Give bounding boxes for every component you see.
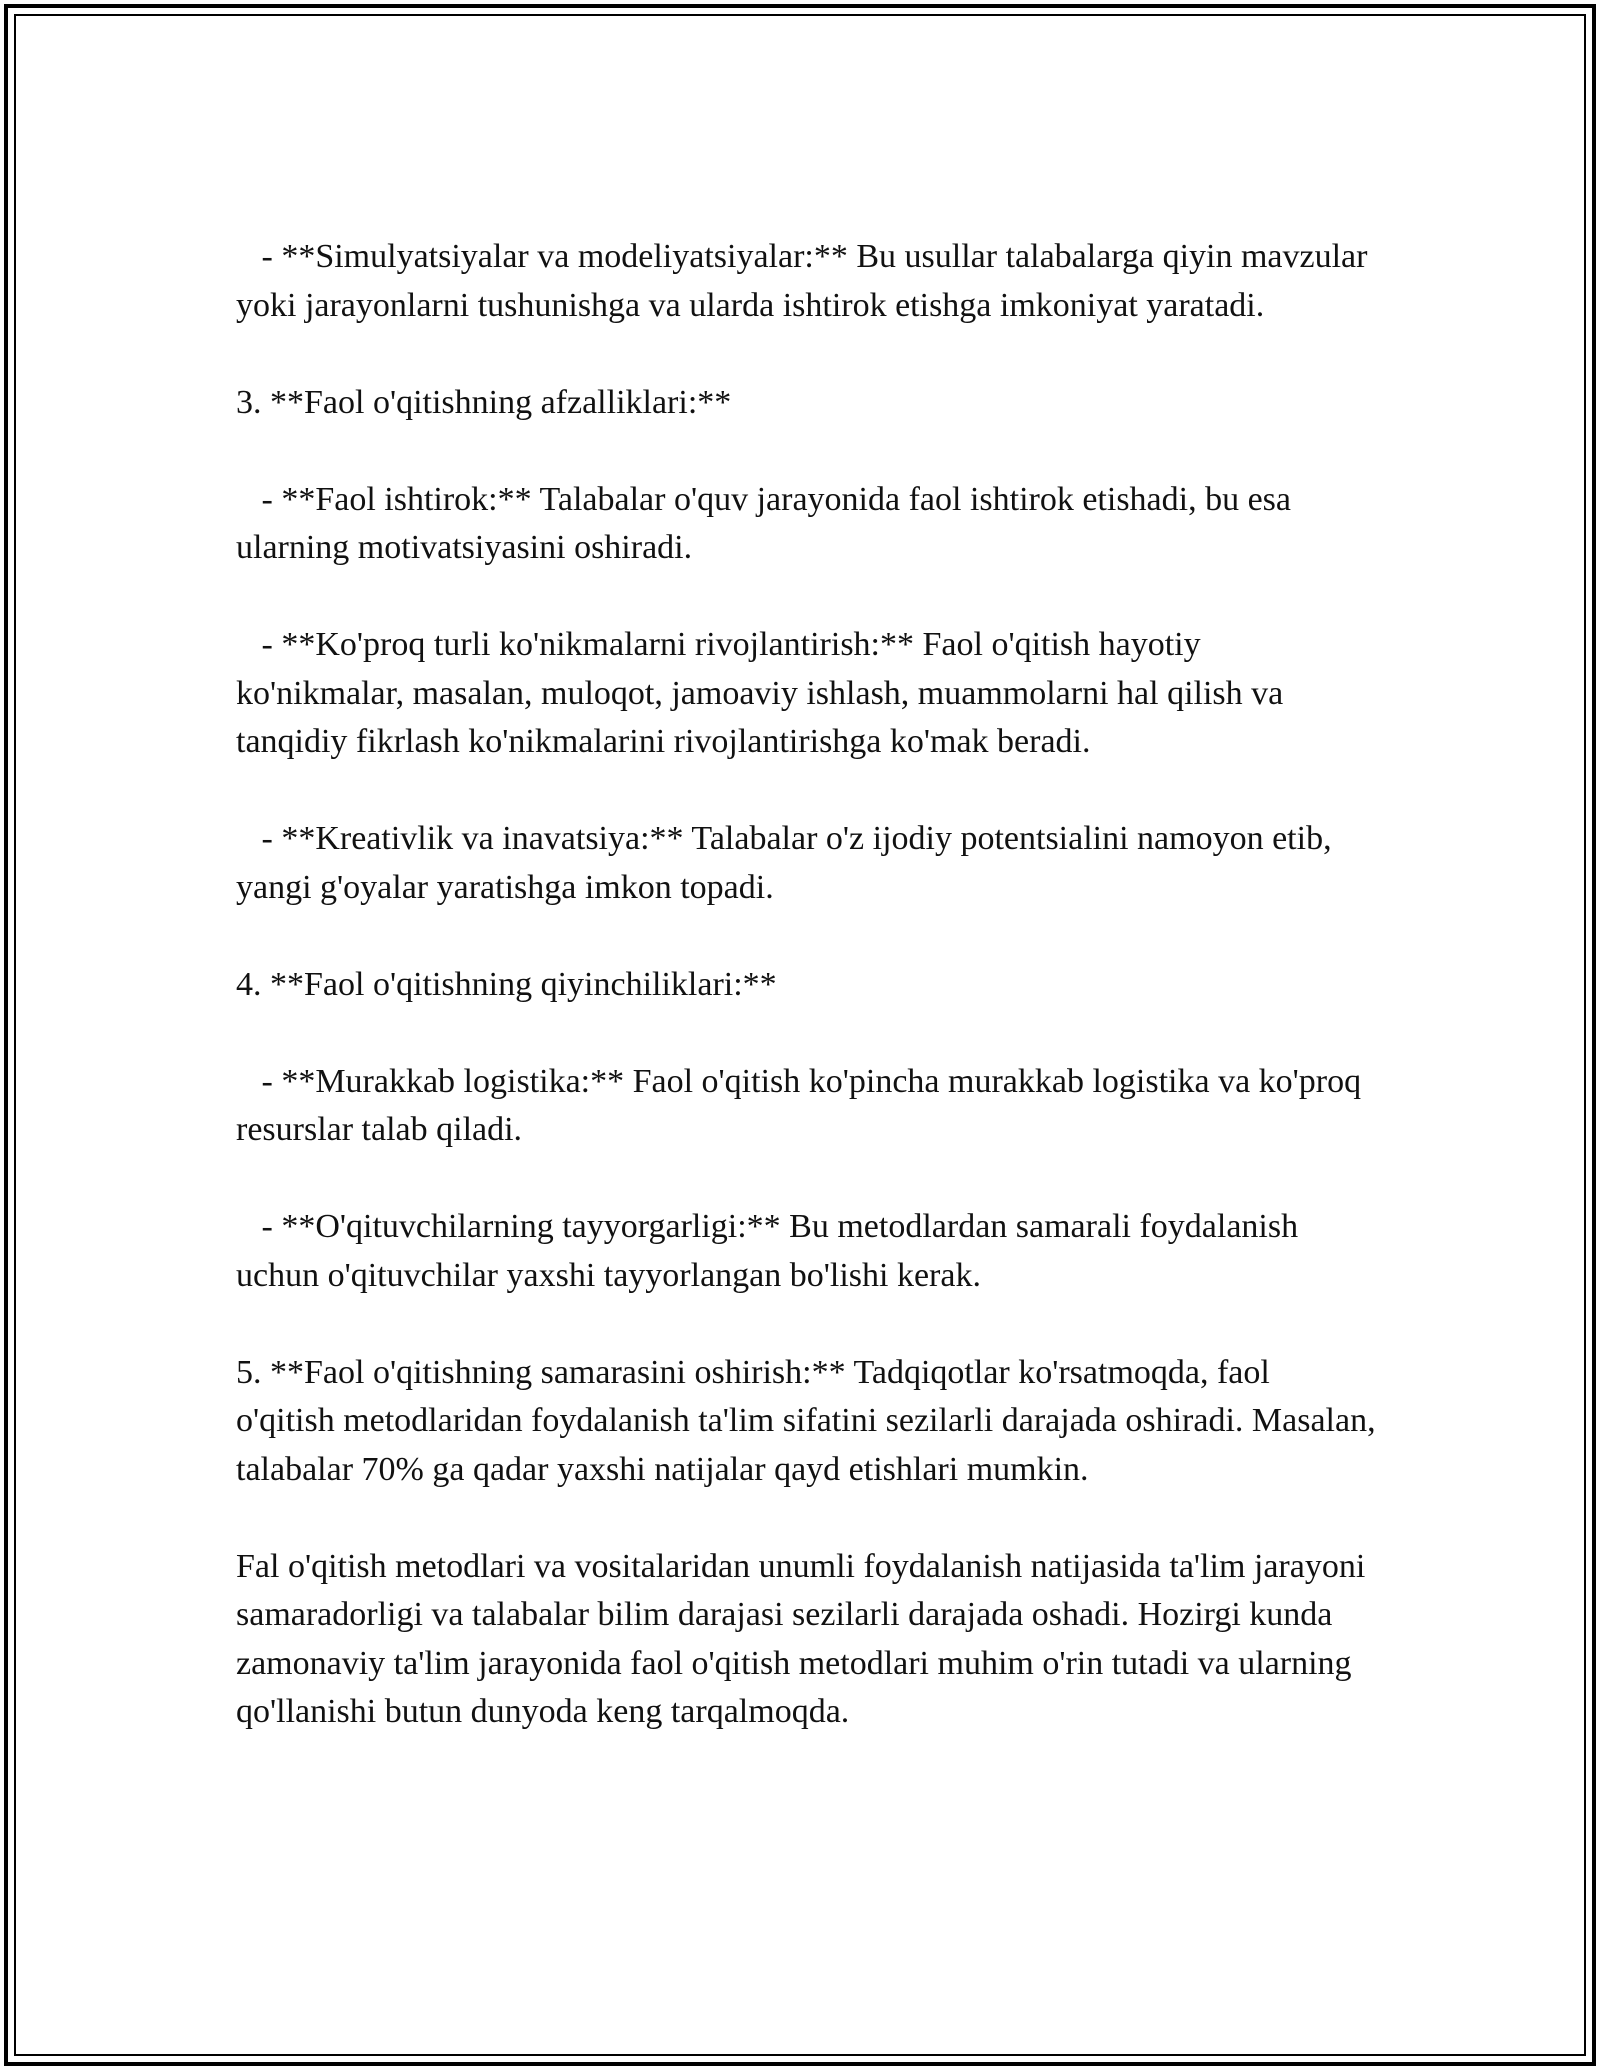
bullet-creativity: - **Kreativlik va inavatsiya:** Talabalar o'z ijodiy potentsialini namoyon etib, yangi g'oyalar yaratishga imkon topadi. xyxy=(236,820,1341,906)
bullet-active-participation: - **Faol ishtirok:** Talabalar o'quv jarayonida faol ishtirok etishadi, bu esa ularning motivatsiyasini oshiradi. xyxy=(236,480,1300,566)
conclusion-paragraph: Fal o'qitish metodlari va vositalaridan unumli foydalanish natijasida ta'lim jarayoni samaradorligi va talabalar bilim darajasi sezilarli darajada oshadi. Hozirgi kunda zamonaviy ta'lim jarayonida faol o'qitish metodlari muhim o'rin tutadi va ularning qo'llanishi butun dunyoda keng tarqalmoqda. xyxy=(236,1547,1374,1730)
bullet-skills-development: - **Ko'proq turli ko'nikmalarni rivojlantirish:** Faol o'qitish hayotiy ko'nikmalar, masalan, muloqot, jamoaviy ishlash, muammolarni hal qilish va tanqidiy fikrlash ko'nikmalarini rivojlantirishga ko'mak beradi. xyxy=(236,626,1292,760)
bullet-simulations: - **Simulyatsiyalar va modeliyatsiyalar:** Bu usullar talabalarga qiyin mavzular yoki jarayonlarni tushunishga va ularda ishtirok etishga imkoniyat yaratadi. xyxy=(236,238,1376,324)
bullet-logistics: - **Murakkab logistika:** Faol o'qitish ko'pincha murakkab logistika va ko'proq resurslar talab qiladi. xyxy=(236,1062,1370,1148)
heading-challenges: 4. **Faol o'qitishning qiyinchiliklari:** xyxy=(236,965,777,1003)
document-body xyxy=(236,233,1385,1737)
bullet-teacher-preparation: - **O'qituvchilarning tayyorgarligi:** Bu metodlardan samarali foydalanish uchun o'qituvchilar yaxshi tayyorlangan bo'lishi kerak. xyxy=(236,1208,1307,1294)
heading-advantages: 3. **Faol o'qitishning afzalliklari:** xyxy=(236,383,732,421)
section-effectiveness: 5. **Faol o'qitishning samarasini oshirish:** Tadqiqotlar ko'rsatmoqda, faol o'qitish metodlaridan foydalanish ta'lim sifatini sezilarli darajada oshiradi. Masalan, talabalar 70% ga qadar yaxshi natijalar qayd etishlari mumkin. xyxy=(236,1353,1385,1488)
